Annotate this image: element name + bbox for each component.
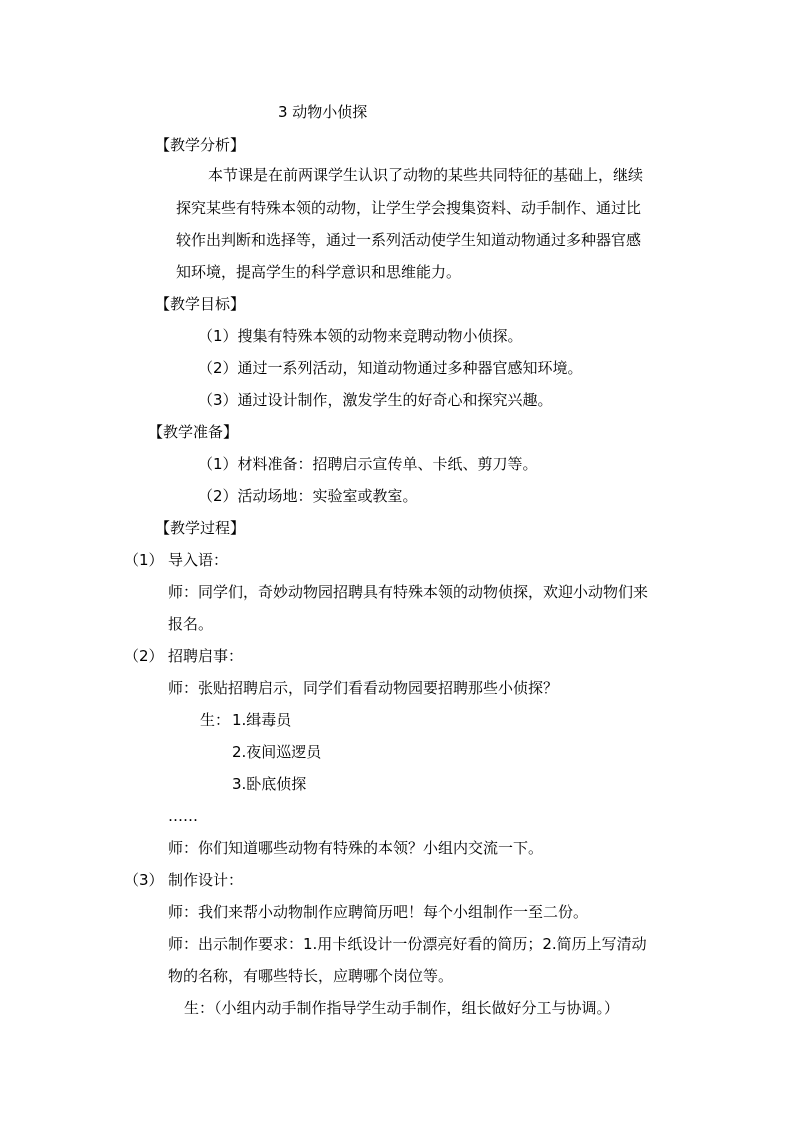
heading-process: 【教学过程】 xyxy=(155,519,246,537)
analysis-line: 探究某些有特殊本领的动物，让学生学会搜集资料、动手制作、通过比 xyxy=(176,199,642,217)
heading-prep: 【教学准备】 xyxy=(148,423,239,441)
answer-item: 3.卧底侦探 xyxy=(232,775,307,793)
process-line: 报名。 xyxy=(168,615,214,633)
ellipsis: …… xyxy=(168,807,198,825)
prep-item: （1）材料准备：招聘启示宣传单、卡纸、剪刀等。 xyxy=(198,455,538,473)
goal-item: （3）通过设计制作，激发学生的好奇心和探究兴趣。 xyxy=(198,391,553,409)
prep-item: （2）活动场地：实验室或教室。 xyxy=(198,487,418,505)
process-line: 生：（小组内动手制作指导学生动手制作，组长做好分工与协调。） xyxy=(184,999,620,1017)
step-title: 导入语： xyxy=(168,551,229,569)
heading-goals: 【教学目标】 xyxy=(155,295,246,313)
analysis-line: 知环境，提高学生的科学意识和思维能力。 xyxy=(176,263,462,281)
process-line: 师：我们来帮小动物制作应聘简历吧！每个小组制作一至二份。 xyxy=(168,903,589,921)
document-title: 3 动物小侦探 xyxy=(278,103,368,121)
process-line: 师：出示制作要求：1.用卡纸设计一份漂亮好看的简历；2.简历上写清动 xyxy=(168,935,647,953)
answer-item: 1.缉毒员 xyxy=(232,711,292,729)
student-prefix: 生： xyxy=(200,711,231,729)
analysis-line: 本节课是在前两课学生认识了动物的某些共同特征的基础上，继续 xyxy=(208,166,644,184)
analysis-line: 较作出判断和选择等，通过一系列活动使学生知道动物通过多种器官感 xyxy=(176,231,642,249)
process-line: 师：你们知道哪些动物有特殊的本领？小组内交流一下。 xyxy=(168,839,544,857)
process-line: 师：同学们，奇妙动物园招聘具有特殊本领的动物侦探，欢迎小动物们来 xyxy=(168,583,649,601)
step-number: （3） xyxy=(124,871,164,889)
step-title: 招聘启事： xyxy=(168,647,244,665)
process-line: 物的名称，有哪些特长，应聘哪个岗位等。 xyxy=(168,967,454,985)
goal-item: （2）通过一系列活动，知道动物通过多种器官感知环境。 xyxy=(198,359,583,377)
step-number: （2） xyxy=(124,647,164,665)
process-line: 师：张贴招聘启示，同学们看看动物园要招聘那些小侦探？ xyxy=(168,679,559,697)
goal-item: （1）搜集有特殊本领的动物来竞聘动物小侦探。 xyxy=(198,327,523,345)
step-number: （1） xyxy=(124,551,164,569)
heading-analysis: 【教学分析】 xyxy=(155,136,246,154)
step-title: 制作设计： xyxy=(168,871,244,889)
answer-item: 2.夜间巡逻员 xyxy=(232,743,322,761)
